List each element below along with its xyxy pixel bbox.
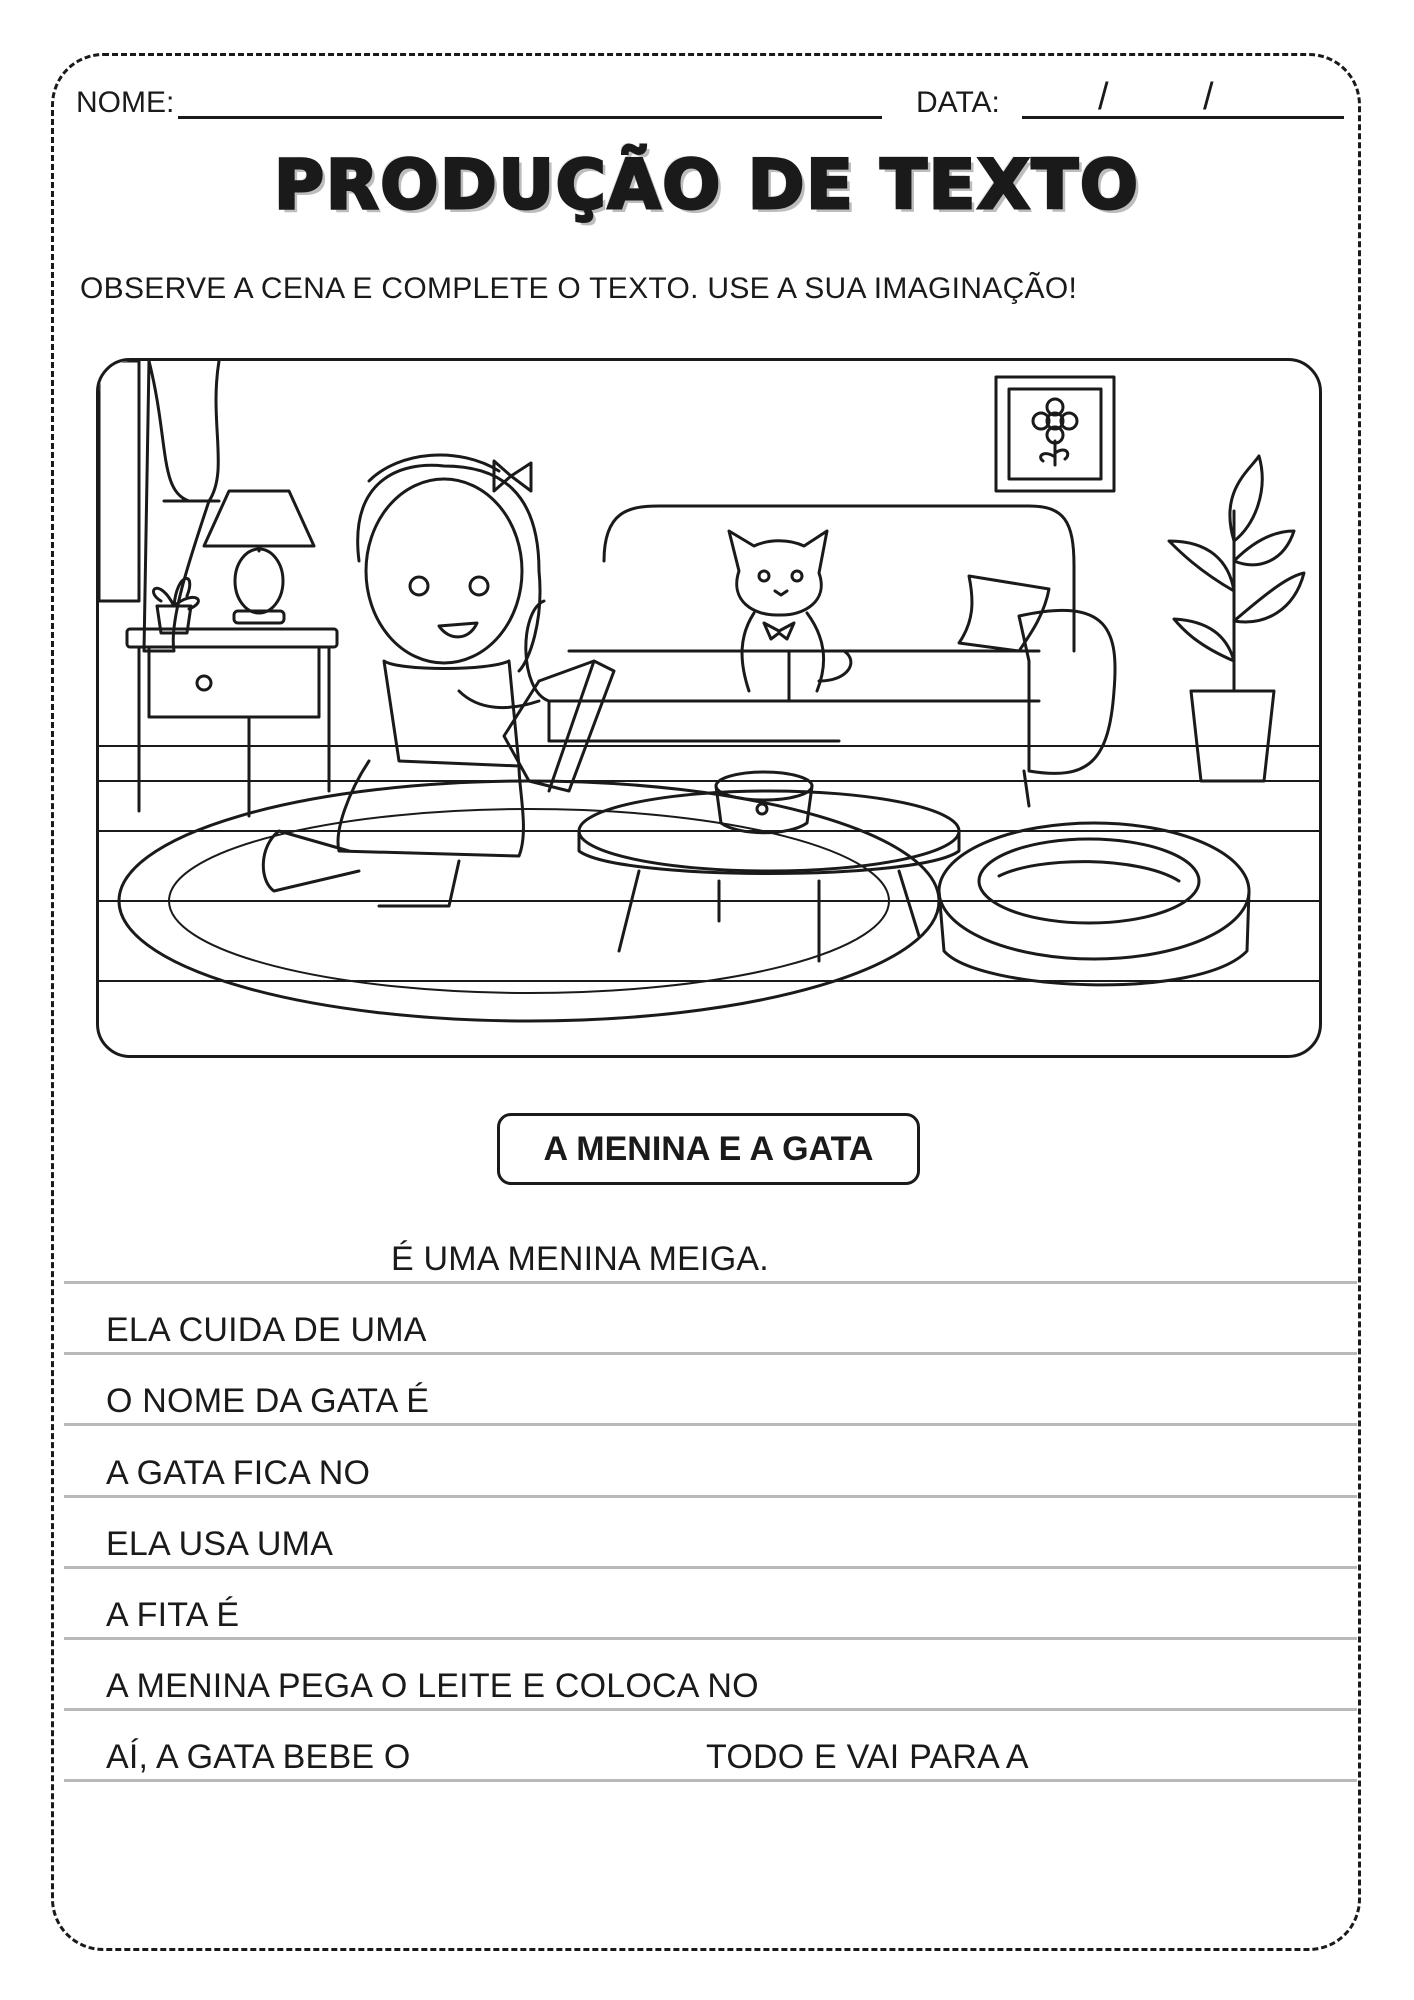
story-line-8: AÍ, A GATA BEBE O — [106, 1738, 411, 1776]
page-title: PRODUÇÃO DE TEXTO — [274, 146, 1140, 225]
writing-line[interactable] — [64, 1566, 1357, 1569]
date-separator-2: / — [1203, 76, 1214, 118]
sofa-icon — [526, 506, 1115, 806]
story-line-6: A FITA É — [106, 1596, 240, 1634]
date-separator-1: / — [1098, 76, 1109, 118]
name-label: NOME: — [76, 86, 175, 119]
writing-line[interactable] — [64, 1637, 1357, 1640]
story-line-4: A GATA FICA NO — [106, 1454, 371, 1492]
plant-icon — [1169, 456, 1304, 781]
date-field-line[interactable] — [1022, 116, 1344, 119]
writing-line[interactable] — [64, 1708, 1357, 1711]
coffee-table-icon — [579, 791, 959, 961]
story-line-7: A MENINA PEGA O LEITE E COLOCA NO — [106, 1667, 759, 1705]
picture-frame-icon — [996, 377, 1114, 491]
date-label: DATA: — [916, 86, 1000, 119]
scene-illustration — [96, 358, 1322, 1058]
writing-line[interactable] — [64, 1779, 1357, 1782]
story-line-3: O NOME DA GATA É — [106, 1382, 430, 1420]
floor-icon — [99, 746, 1322, 981]
writing-line[interactable] — [64, 1352, 1357, 1355]
story-line-1: É UMA MENINA MEIGA. — [391, 1240, 769, 1278]
instruction-text: OBSERVE A CENA E COMPLETE O TEXTO. USE A SUA IMAGINAÇÃO! — [80, 272, 1078, 305]
pet-bed-icon — [939, 823, 1249, 985]
side-table-icon — [127, 629, 337, 816]
story-title: A MENINA E A GATA — [497, 1113, 920, 1185]
story-line-2: ELA CUIDA DE UMA — [106, 1311, 427, 1349]
writing-line[interactable] — [64, 1423, 1357, 1426]
story-line-8b: TODO E VAI PARA A — [706, 1738, 1029, 1776]
writing-line[interactable] — [64, 1281, 1357, 1284]
story-line-5: ELA USA UMA — [106, 1525, 334, 1563]
small-plant-icon — [153, 578, 198, 633]
lamp-icon — [204, 491, 314, 623]
name-field-line[interactable] — [178, 116, 882, 119]
writing-line[interactable] — [64, 1495, 1357, 1498]
